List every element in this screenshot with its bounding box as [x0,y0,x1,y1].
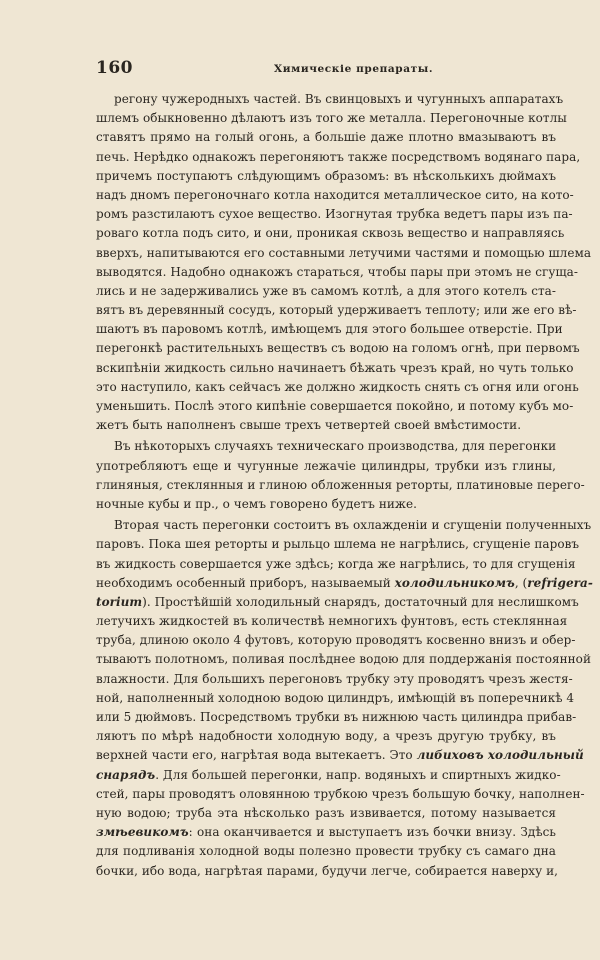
text-run: это наступило, какъ сейчасъ же должно жидкость снять съ огня или огонь [96,379,579,394]
text-run: надъ дномъ перегоночнаго котла находится металлическое сито, на кото- [96,187,574,202]
text-line [96,359,574,378]
text-run: ночные кубы и пр., о чемъ говорено будетъ ниже. [96,496,418,511]
text-run: шлемъ обыкновенно дѣлаютъ изъ того же металла. Перегоночные котлы [96,111,567,126]
body-text [96,90,593,881]
text-run: паровъ. Пока шея реторты и рыльцо шлема не нагрѣлись, сгущеніе паровъ [96,537,580,552]
text-run: летучихъ жидкостей въ количествѣ немногихъ фунтовъ, есть стеклянная [96,614,568,629]
text-run: жетъ быть наполненъ свыше трехъ четвертей своей вмѣстимости. [96,418,522,433]
paragraph [96,516,593,881]
text-run: употребляютъ еще и чугунные лежачіе цилиндры, трубки изъ глины, [96,458,556,473]
text-line [96,804,556,823]
text-run: ляютъ по мѣрѣ надобности холодную воду, а чрезъ другую трубку, въ [96,729,556,744]
paragraph [96,90,592,435]
page-header [96,58,556,80]
text-line [96,650,592,669]
text-line [96,109,567,128]
text-run: шаютъ въ паровомъ котлѣ, имѣющемъ для этого большее отверстіе. При [96,322,563,337]
text-run: причемъ поступаютъ слѣдующимъ образомъ: въ нѣсколькихъ дюймахъ [96,168,556,183]
text-run: , ( [514,575,528,590]
text-run: стей, пары проводятъ оловянною трубкою чрезъ большую бочку, наполнен- [96,786,585,801]
text-line [96,823,556,842]
text-line [96,457,556,476]
text-line [96,516,592,535]
text-run: вятъ въ деревянный сосудъ, который удерживаетъ теплоту; или же его вѣ- [96,303,577,318]
text-line [96,205,573,224]
text-run: ). Простѣйшій холодильный снарядъ, достаточный для неслишкомъ [142,594,579,609]
emphasized-term: refrigera- [527,575,593,590]
text-run: ную водою; труба эта нѣсколько разъ извивается, потому называется [96,805,556,820]
text-line [96,495,556,514]
text-line [96,535,580,554]
text-line [96,301,577,320]
text-line [96,339,580,358]
text-run: необходимъ особенный приборъ, называемый [96,575,395,590]
text-line [96,842,556,861]
text-run: роваго котла подъ сито, и они, проникая сквозь вещество и направляясь [96,226,565,241]
text-run: влажности. Для большихъ перегоновъ трубку эту проводятъ чрезъ жестя- [96,671,573,686]
text-run: лись и не задерживались уже въ самомъ котлѣ, а для этого котелъ ста- [96,283,556,298]
text-run: : она оканчивается и выступаетъ изъ бочки внизу. Здѣсь [188,825,556,840]
text-run: перегонкѣ растительныхъ веществъ съ водою на голомъ огнѣ, при первомъ [96,341,580,356]
text-line [96,555,576,574]
text-run: вверхъ, напитываются его составными летучими частями и помощью шлема [96,245,592,260]
text-run: Въ нѣкоторыхъ случаяхъ техническаго производства, для перегонки [114,439,557,454]
text-run: въ жидкость совершается уже здѣсь; когда же нагрѣлись, то для сгущенія [96,556,576,571]
text-run: ставятъ прямо на голый огонь, а большіе даже плотно вмазываютъ въ [96,130,556,145]
text-run: . Для большей перегонки, напр. водяныхъ и спиртныхъ жидко- [155,767,561,782]
text-line [96,128,556,147]
text-line [96,167,556,186]
text-line [96,612,568,631]
text-line [96,670,573,689]
emphasized-term: змѣевикомъ [96,825,189,840]
text-run: регону чужеродныхъ частей. Въ свинцовыхъ и чугунныхъ аппаратахъ [114,92,564,106]
text-line [96,282,556,301]
text-run: для подливанія холодной воды полезно провести трубку съ самаго дна [96,844,556,859]
text-line [96,320,563,339]
text-line [96,631,576,650]
text-run: тываютъ полотномъ, поливая послѣднее водою для поддержанія постоянной [96,652,592,667]
text-run: глиняныя, стеклянныя и глиною обложенныя реторты, платиновые перего- [96,477,585,492]
text-line [96,593,579,612]
emphasized-term: либиховъ холодильный [416,748,584,763]
text-line [96,263,578,282]
emphasized-term: холодильникомъ [394,575,515,590]
text-line [96,862,559,881]
text-run: труба, длиною около 4 футовъ, которую проводятъ косвенно внизъ и обер- [96,633,576,648]
text-line [96,766,561,785]
text-line [96,476,585,495]
text-line [96,90,564,109]
paragraph [96,437,585,514]
text-line [96,244,592,263]
text-run: верхней части его, нагрѣтая вода вытекаетъ. Это [96,748,417,763]
text-line [96,186,574,205]
text-line [96,708,577,727]
text-run: вскипѣніи жидкость сильно начинаетъ бѣжать чрезъ край, но чуть только [96,360,574,375]
emphasized-term: снарядъ [96,767,156,782]
text-run: ромъ разстилаютъ сухое вещество. Изогнутая трубка ведетъ пары изъ па- [96,207,573,222]
text-line [96,378,579,397]
text-run: бочки, ибо вода, нагрѣтая парами, будучи легче, собирается наверху и, [96,863,559,878]
text-line [96,397,574,416]
text-line [96,437,556,456]
text-line [96,224,565,243]
text-line [96,746,584,765]
text-line [96,148,581,167]
text-run: уменьшить. Послѣ этого кипѣніе совершается покойно, и потому кубъ мо- [96,399,574,413]
text-run: печь. Нерѣдко однакожъ перегоняютъ также посредствомъ водянаго пара, [96,149,581,164]
text-line [96,574,593,593]
text-line [96,689,575,708]
text-line [96,416,556,435]
text-run: или 5 дюймовъ. Посредствомъ трубки въ нижнюю часть цилиндра прибав- [96,710,577,724]
text-run: ной, наполненный холодною водою цилиндръ, имѣющій въ поперечникѣ 4 [96,690,575,705]
text-line [96,727,556,746]
text-line [96,785,585,804]
emphasized-term: torium [96,594,143,609]
text-run: Вторая часть перегонки состоитъ въ охлажденіи и сгущеніи полученныхъ [114,518,592,533]
text-run: выводятся. Надобно однакожъ стараться, чтобы пары при этомъ не сгуща- [96,264,578,279]
running-title: Химическіе препараты. [274,63,434,75]
page-number: 160 [96,58,133,78]
